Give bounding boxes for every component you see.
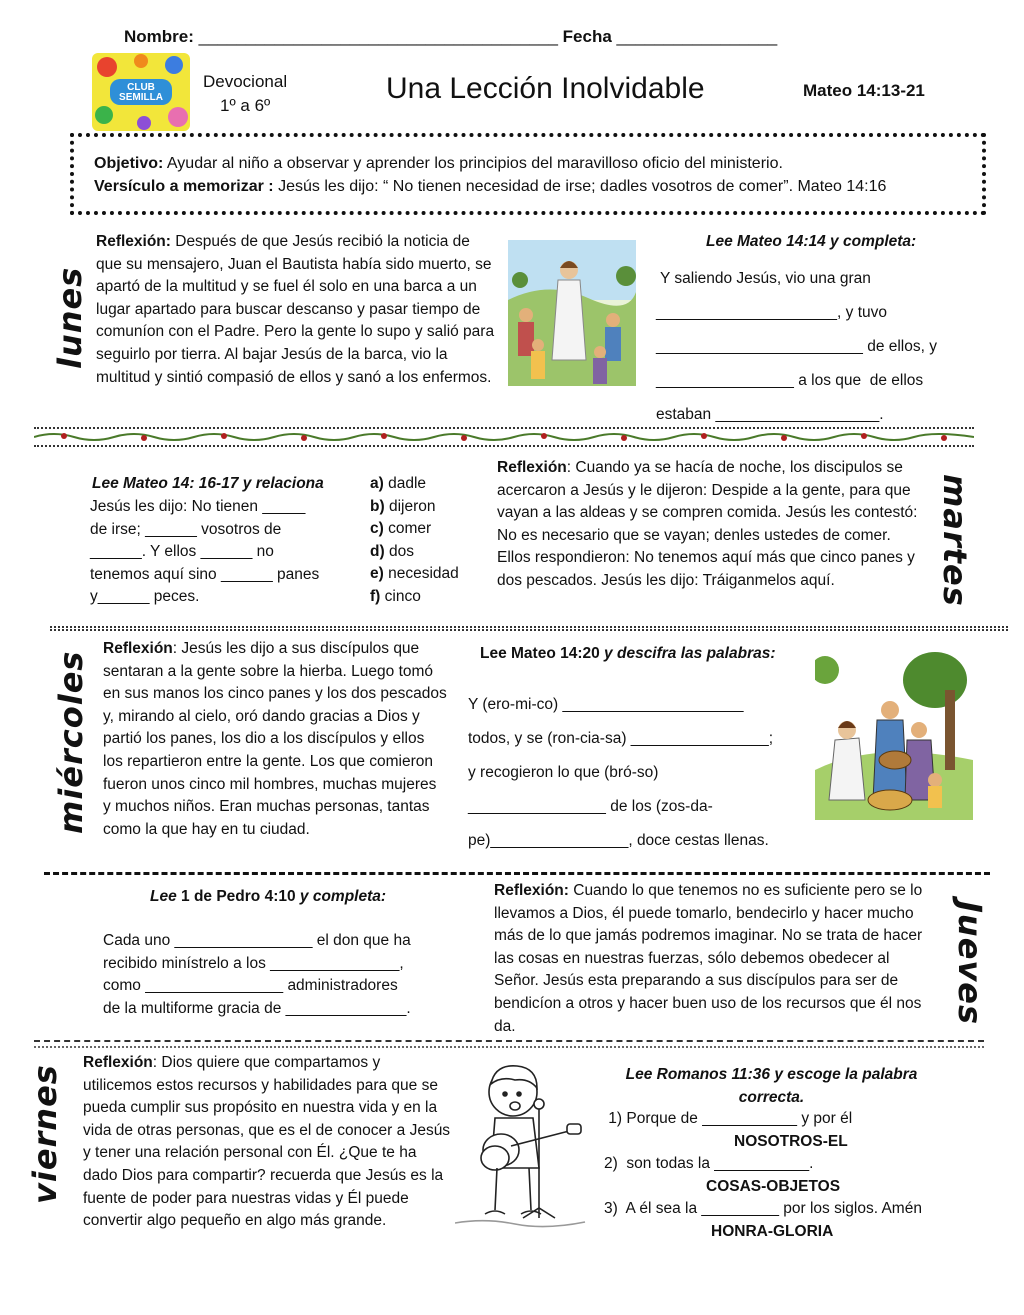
fecha-blank[interactable]: _________________ — [616, 27, 778, 46]
page-title: Una Lección Inolvidable — [386, 72, 705, 105]
jueves-exercise-title: Lee 1 de Pedro 4:10 y completa: — [150, 888, 387, 905]
divider-jueves-dots — [34, 1046, 984, 1048]
fecha-label: Fecha — [562, 27, 612, 46]
lunes-reflection-label: Reflexión: — [96, 233, 171, 250]
miercoles-reflection-label: Reflexión — [103, 640, 173, 657]
memory-verse-text: Jesús les dijo: “ No tienen necesidad de irse; dadles vosotros de comer”. Mateo 14:16 — [273, 178, 887, 195]
miercoles-reflection — [103, 638, 448, 841]
jueves-line-1[interactable]: Cada uno ________________ el don que ha — [103, 932, 411, 949]
viernes-exercise — [604, 1108, 964, 1244]
miercoles-reflection-text: : Jesús les dijo a sus discípulos que sentaran a la gente sobre la hierba. Luego tomó en sus manos los cinco panes y los dos pescados y, mirando al cielo, oró dando gracias a Dios y partió los panes, los dio a los discípulos y ellos los repartieron entre la gente. Los que comieron fueron unos cinco mil hombres, muchas mujeres y muchos niños. Eran muchas personas, tantas como la que hay en tu ciudad. — [103, 640, 447, 838]
martes-options — [370, 473, 490, 609]
martes-line-5[interactable]: y______ peces. — [90, 588, 200, 606]
lunes-reflection-text: Después de que Jesús recibió la noticia de que su mensajero, Juan el Bautista había sido muerto, se apartó de la multitud y se fuel él solo en una barca a un lugar apartado para buscar descanso y pasar tiempo de comuníon con el Padre. Pero la gente lo supo y salió para seguirlo por tierra. Al bajar Jesús de la barca, vio la multitud y sintió compasió de ellos y sanó a los enfermos. — [96, 233, 495, 386]
header — [0, 0, 1024, 130]
day-label-miercoles: miércoles — [52, 650, 90, 834]
miercoles-line-5[interactable]: pe)________________, doce cestas llenas. — [468, 832, 769, 849]
viernes-exercise-title: Lee Romanos 11:36 y escoge la palabra correcta. — [625, 1066, 918, 1106]
objective-text: Ayudar al niño a observar y aprender los principios del maravilloso oficio del ministerio. — [163, 155, 783, 172]
viernes-item-3-options: HONRA-GLORIA — [711, 1222, 834, 1240]
martes-exercise — [90, 496, 360, 609]
day-label-viernes: viernes — [26, 1064, 64, 1204]
martes-reflection — [497, 457, 922, 593]
club-semilla-logo — [92, 53, 190, 131]
divider-martes — [50, 626, 1008, 631]
lunes-exercise — [656, 262, 986, 432]
jesus-feeding-illustration — [815, 650, 973, 820]
option-e: e) necesidad — [370, 565, 459, 583]
lunes-line-2[interactable]: _____________________, y tuvo — [656, 304, 887, 321]
miercoles-line-2[interactable]: todos, y se (ron-cia-sa) ________________; — [468, 730, 774, 747]
viernes-reflection-label: Reflexión — [83, 1054, 153, 1071]
martes-line-2[interactable]: de irse; ______ vosotros de — [90, 520, 282, 538]
viernes-reflection — [83, 1052, 453, 1233]
martes-reflection-text: : Cuando ya se hacía de noche, los discipulos se acercaron a Jesús y le dijeron: Despide a la gente, para que vayan a las aldeas y se compren comida. Jesús les contestó: No es necesario que se vayan; denles ustedes de comer. Ellos respondieron: No tenemos aquí más que cinco panes y dos pescados. Jesús les dijo: Tráiganmelos aquí. — [497, 459, 918, 589]
lunes-line-3[interactable]: ________________________ de ellos, y — [656, 338, 937, 355]
miercoles-line-3: y recogieron lo que (bró-so) — [468, 764, 659, 781]
option-b: b) dijeron — [370, 497, 436, 515]
viernes-item-3[interactable]: 3) A él sea la _________ por los siglos. Amén — [604, 1200, 922, 1218]
lunes-reflection — [96, 231, 500, 389]
martes-line-3[interactable]: ______. Y ellos ______ no — [90, 543, 274, 561]
objective-box — [70, 133, 986, 215]
viernes-item-1[interactable]: 1) Porque de ___________ y por él — [604, 1110, 853, 1127]
martes-reflection-label: Reflexión — [497, 459, 567, 476]
scripture-reference: Mateo 14:13-21 — [803, 81, 925, 100]
vine-divider — [34, 427, 974, 447]
jueves-line-2[interactable]: recibido minístrelo a los _______________, — [103, 954, 404, 972]
viernes-item-2-options: COSAS-OBJETOS — [706, 1177, 841, 1195]
memory-verse-label: Versículo a memorizar : — [94, 178, 274, 195]
day-label-jueves: Jueves — [951, 901, 989, 1025]
lunes-line-5[interactable]: estaban ___________________. — [656, 406, 884, 423]
jueves-reflection — [494, 880, 938, 1038]
viernes-item-2[interactable]: 2) son todas la ___________. — [604, 1155, 814, 1173]
lunes-line-1: Y saliendo Jesús, vio una gran — [656, 270, 871, 287]
lunes-exercise-title: Lee Mateo 14:14 y completa: — [706, 233, 917, 250]
jueves-line-4[interactable]: de la multiforme gracia de ______________. — [103, 999, 411, 1017]
jesus-crowd-illustration — [508, 240, 636, 386]
option-d: d) dos — [370, 542, 414, 560]
jueves-line-3[interactable]: como ________________ administradores — [103, 977, 398, 995]
logo-text: CLUB SEMILLA — [119, 82, 163, 103]
option-f: f) cinco — [370, 587, 421, 605]
option-a: a) dadle — [370, 475, 427, 492]
viernes-item-1-options: NOSOTROS-EL — [734, 1132, 848, 1150]
lunes-line-4[interactable]: ________________ a los que de ellos — [656, 372, 924, 389]
option-c: c) comer — [370, 520, 432, 538]
objective-label: Objetivo: — [94, 155, 164, 172]
jueves-reflection-text: Cuando lo que tenemos no es suficiente pero se lo llevamos a Dios, él puede tomarlo, bendecirlo y hacer mucho más de lo que jamás podremos imaginar. No se trata de hacer las cosas en nuestras fuerzas, sólo debemos obedecer al Señor. Jesús esta preparando a sus discípulos para ser de bendicíon a otros y hacer buen uso de los recursos que él nos da. — [494, 882, 923, 1035]
day-label-martes: martes — [936, 474, 974, 607]
miercoles-exercise-title: Lee Mateo 14:20 y descifra las palabras: — [480, 645, 776, 662]
jueves-exercise — [103, 930, 473, 1020]
nombre-label: Nombre: — [124, 27, 194, 46]
divider-miercoles — [44, 872, 990, 875]
devocional-label: Devocional — [203, 72, 288, 91]
divider-jueves — [34, 1040, 984, 1042]
nombre-blank[interactable]: ______________________________________ — [198, 27, 558, 46]
day-label-lunes: lunes — [51, 266, 89, 369]
viernes-reflection-text: : Dios quiere que compartamos y utilicemos estos recursos y habilidades para que se pueda cumplir sus propósito en nuestra vida y en la vida de otras personas, que es el de conocer a Jesús y tener una relación personal con Él. ¿Que te ha dado Dios para compartir? recuerda que Jesús es la fuente de poder para nuestras vidas y Él puede convertir algo pequeño en algo más grande. — [83, 1054, 451, 1230]
miercoles-line-4[interactable]: ________________ de los (zos-da- — [468, 798, 713, 815]
name-field — [124, 26, 777, 49]
memory-verse-line — [94, 176, 974, 199]
martes-exercise-title: Lee Mateo 14: 16-17 y relaciona — [92, 475, 324, 492]
martes-line-4[interactable]: tenemos aquí sino ______ panes — [90, 565, 320, 583]
miercoles-exercise — [468, 688, 808, 858]
jueves-reflection-label: Reflexión: — [494, 882, 569, 899]
objective-line — [94, 153, 974, 176]
miercoles-line-1[interactable]: Y (ero-mi-co) _____________________ — [468, 696, 744, 713]
martes-line-1[interactable]: Jesús les dijo: No tienen _____ — [90, 498, 306, 515]
child-guitar-illustration — [455, 1058, 587, 1230]
grades-label: 1º a 6º — [220, 96, 271, 115]
